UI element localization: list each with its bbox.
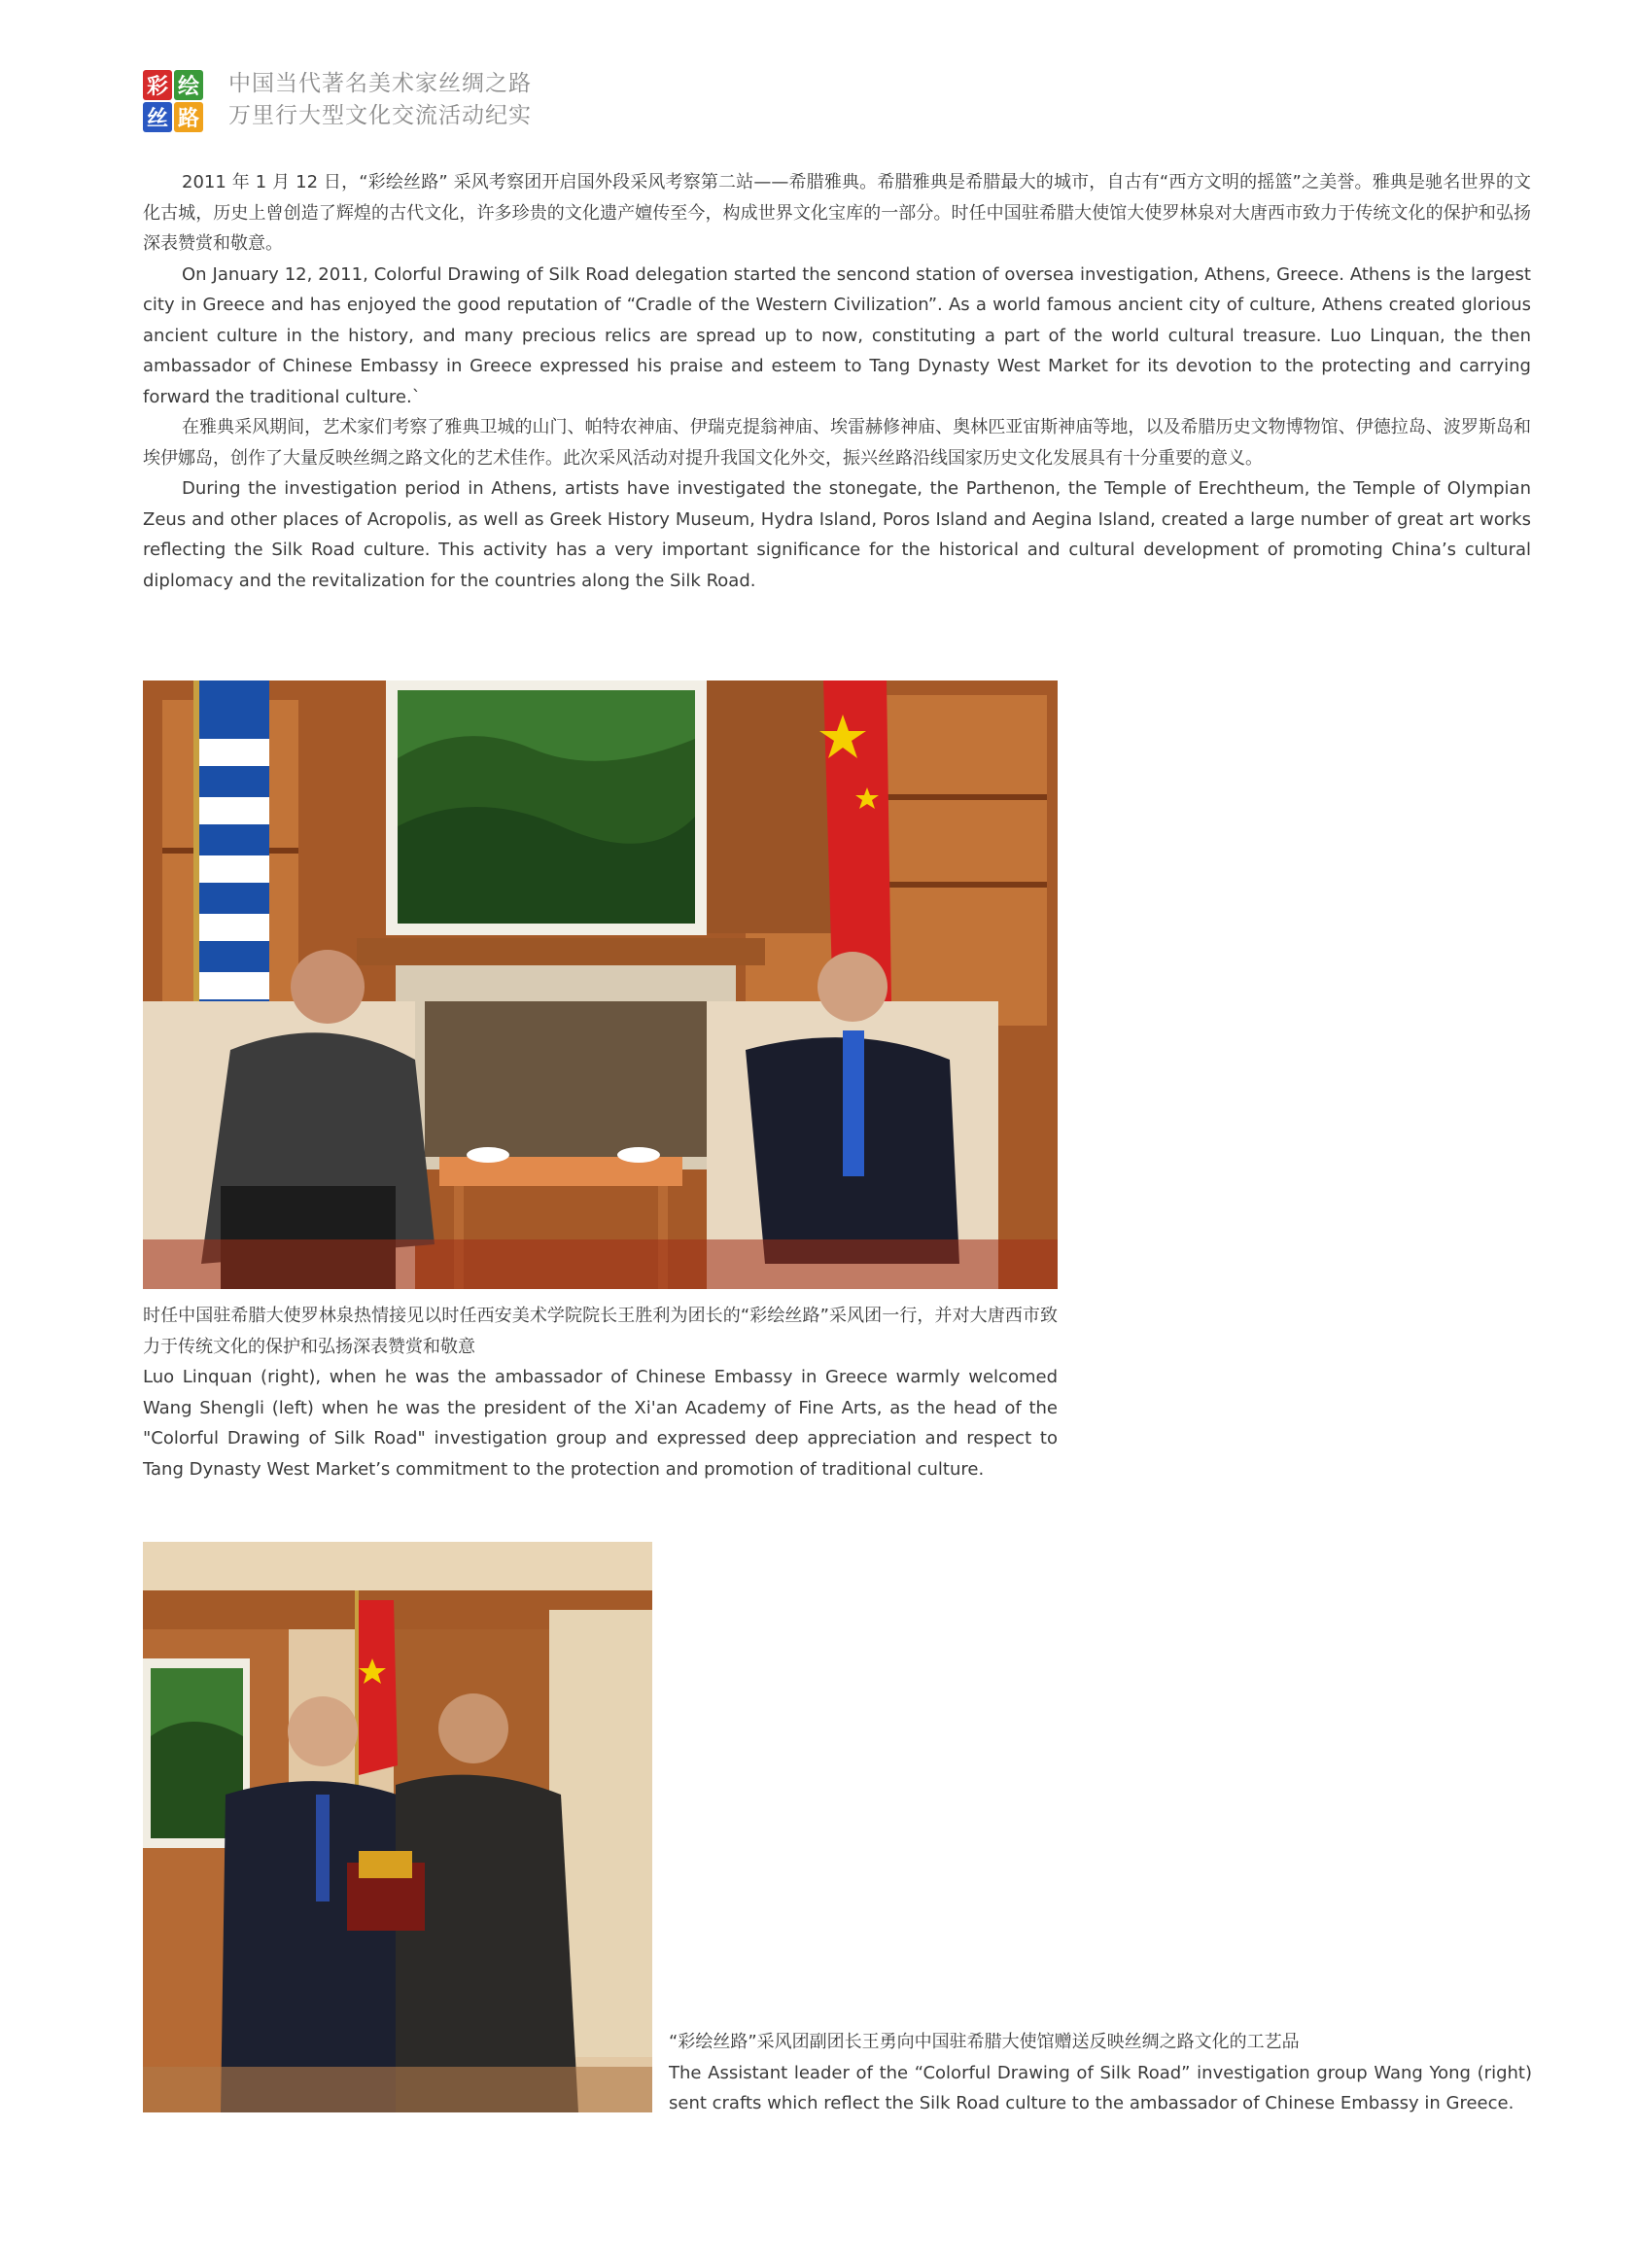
- paragraph-zh-2: 在雅典采风期间，艺术家们考察了雅典卫城的山门、帕特农神庙、伊瑞克提翁神庙、埃雷赫修神庙、奥林匹亚宙斯神庙等地，以及希腊历史文物博物馆、伊德拉岛、波罗斯岛和埃伊娜岛，创作了大量反映丝绸之路文化的艺术佳作。此次采风活动对提升我国文化外交，振兴丝路沿线国家历史文化发展具有十分重要的意义。: [143, 417, 1531, 469]
- caption-photo-2: [669, 2027, 1532, 2119]
- caption-1-en: Luo Linquan (right), when he was the ambassador of Chinese Embassy in Greece warmly welcomed Wang Shengli (left) when he was the president of the Xi'an Academy of Fine Arts, as the head of the "Colorful Drawing of Silk Road" investigation group and expressed deep appreciation and respect to Tang Dynasty West Market’s commitment to the protection and promotion of traditional culture.: [143, 1367, 1058, 1480]
- header-line-2: 万里行大型文化交流活动纪实: [228, 103, 532, 128]
- paragraph-en-1: On January 12, 2011, Colorful Drawing of Silk Road delegation started the sencond station of oversea investigation, Athens, Greece. Athens is the largest city in Greece and has enjoyed the good reputation of “Cradle of the Western Civilization”. As a world famous ancient city of culture, Athens created glorious ancient culture in the history, and many precious relics are spread up to now, constituting a part of the world cultural treasure. Luo Linquan, the then ambassador of Chinese Embassy in Greece expressed his praise and esteem to Tang Dynasty West Market for its devotion to the protecting and carrying forward the traditional culture.`: [143, 263, 1531, 407]
- logo-char: 路: [174, 102, 203, 132]
- caption-photo-1: [143, 1301, 1058, 1484]
- caption-1-zh: 时任中国驻希腊大使罗林泉热情接见以时任西安美术学院院长王胜利为团长的“彩绘丝路”采风团一行，并对大唐西市致力于传统文化的保护和弘扬深表赞赏和敬意: [143, 1306, 1058, 1357]
- logo-char: 彩: [143, 70, 172, 100]
- caption-2-zh: “彩绘丝路”采风团副团长王勇向中国驻希腊大使馆赠送反映丝绸之路文化的工艺品: [669, 2032, 1300, 2052]
- caption-2-en: The Assistant leader of the “Colorful Drawing of Silk Road” investigation group Wang Yong (right) sent crafts which reflect the Silk Road culture to the ambassador of Chinese Embassy in Greece.: [669, 2062, 1532, 2113]
- paragraph-zh-1: 2011 年 1 月 12 日，“彩绘丝路” 采风考察团开启国外段采风考察第二站——希腊雅典。希腊雅典是希腊最大的城市，自古有“西方文明的摇篮”之美誉。雅典是驰名世界的文化古城，历史上曾创造了辉煌的古代文化，许多珍贵的文化遗产嬗传至今，构成世界文化宝库的一部分。时任中国驻希腊大使馆大使罗林泉对大唐西市致力于传统文化的保护和弘扬深表赞赏和敬意。: [143, 172, 1531, 254]
- header-line-1: 中国当代著名美术家丝绸之路: [228, 71, 532, 96]
- photo-ambassador-meeting: [143, 680, 1058, 1289]
- logo-char: 绘: [174, 70, 203, 100]
- logo-char: 丝: [143, 102, 172, 132]
- page-header: [143, 66, 532, 134]
- paragraph-en-2: During the investigation period in Athens, artists have investigated the stonegate, the Parthenon, the Temple of Erechtheum, the Temple of Olympian Zeus and other places of Acropolis, as well as Greek History Museum, Hydra Island, Poros Island and Aegina Island, created a large number of great art works reflecting the Silk Road culture. This activity has a very important significance for the historical and cultural development of promoting China’s cultural diplomacy and the revitalization for the countries along the Silk Road.: [143, 478, 1531, 591]
- article-body: [143, 167, 1531, 596]
- header-title: [228, 68, 532, 132]
- photo-gift-presentation: [143, 1542, 652, 2112]
- silk-road-logo: [143, 70, 203, 130]
